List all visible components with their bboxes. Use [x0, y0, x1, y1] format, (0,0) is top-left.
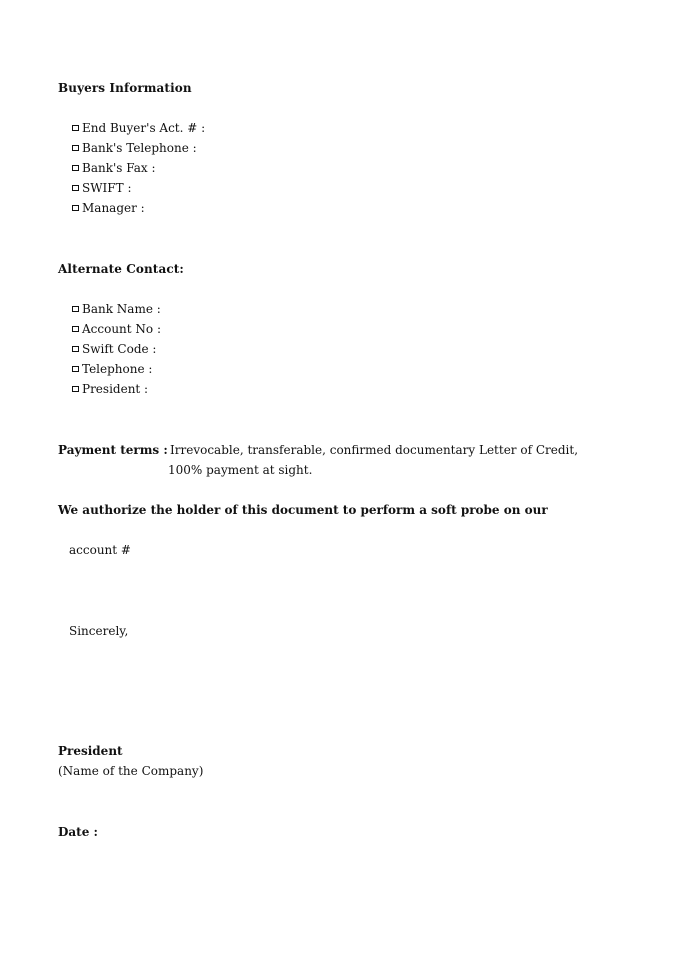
square-bullet-icon — [72, 366, 79, 372]
list-item-bank-name: Bank Name : — [72, 299, 161, 319]
signature-title: President — [58, 744, 123, 758]
list-item-swift-code: Swift Code : — [72, 339, 161, 359]
list-item-swift: SWIFT : — [72, 178, 205, 198]
square-bullet-icon — [72, 386, 79, 392]
square-bullet-icon — [72, 145, 79, 151]
square-bullet-icon — [72, 205, 79, 211]
authorization-statement: We authorize the holder of this document to perform a soft probe on our — [58, 503, 548, 517]
closing-sincerely: Sincerely, — [69, 624, 129, 638]
list-item-bank-telephone: Bank's Telephone : — [72, 138, 205, 158]
list-item-account-no: Account No : — [72, 319, 161, 339]
payment-terms-line-2: 100% payment at sight. — [168, 463, 313, 477]
square-bullet-icon — [72, 125, 79, 131]
buyers-information-heading: Buyers Information — [58, 81, 192, 95]
signature-company: (Name of the Company) — [58, 764, 204, 778]
payment-terms-label: Payment terms : — [58, 443, 168, 457]
payment-terms-line-1: Irrevocable, transferable, confirmed documentary Letter of Credit, — [170, 443, 579, 457]
list-item-end-buyer-account: End Buyer's Act. # : — [72, 118, 205, 138]
list-item-telephone: Telephone : — [72, 359, 161, 379]
square-bullet-icon — [72, 306, 79, 312]
list-item-bank-fax: Bank's Fax : — [72, 158, 205, 178]
alternate-contact-heading: Alternate Contact: — [58, 262, 184, 276]
square-bullet-icon — [72, 346, 79, 352]
square-bullet-icon — [72, 165, 79, 171]
date-label: Date : — [58, 825, 98, 839]
list-item-manager: Manager : — [72, 198, 205, 218]
authorization-continuation: account # — [69, 543, 131, 557]
square-bullet-icon — [72, 185, 79, 191]
alternate-contact-list — [72, 299, 161, 399]
buyers-information-list — [72, 118, 205, 218]
square-bullet-icon — [72, 326, 79, 332]
list-item-president: President : — [72, 379, 161, 399]
